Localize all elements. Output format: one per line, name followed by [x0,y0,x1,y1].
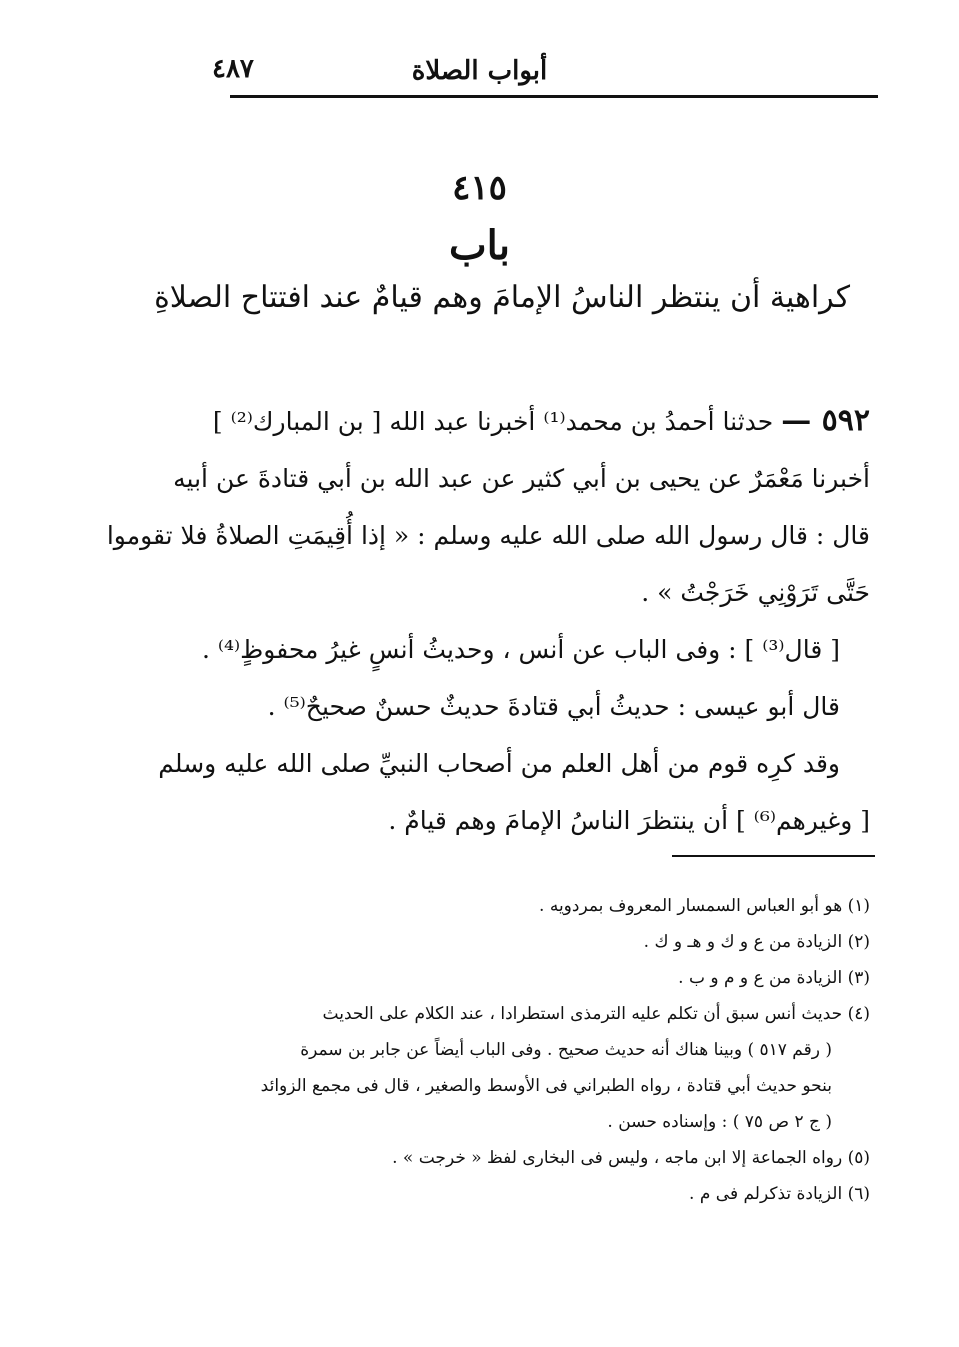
body-line: وقد كرِه قوم من أهل العلم من أصحاب النبيِّ صلى الله عليه وسلم [158,749,840,778]
footnote: (٥) رواه الجماعة إلا ابن ماجه ، وليس فى البخارى لفظ « خرجت » . [392,1148,870,1168]
footnote: (٤) حديث أنس سبق أن تكلم عليه الترمذى استطرادا ، عند الكلام على الحديث [322,1004,870,1024]
body-line: [ وغيرهم⁽⁶⁾ ] أن ينتظرَ الناسُ الإمامَ وهم قيامٌ . [388,806,870,835]
footnote: (٢) الزيادة من ع و ك و هـ و ك . [643,932,870,952]
chapter-number: ٤١٥ [452,168,507,208]
footnote: (٦) الزيادة تذكرلم فى م . [689,1184,870,1204]
chapter-label: باب [449,222,510,269]
footnote-continuation: ( رقم ٥١٧ ) وبينا هناك أنه حديث صحيح . وفى الباب أيضاً عن جابر بن سمرة [300,1040,832,1060]
footnote-rule [672,855,875,857]
body-line: حَتَّى تَرَوْنِي خَرَجْتُ » . [641,578,870,607]
body-line: قال : قال رسول الله صلى الله عليه وسلم : « إذا أُقِيمَتِ الصلاةُ فلا تقوموا [106,521,870,550]
header-rule [230,95,878,98]
footnote: (١) هو أبو العباس السمسار المعروف بمردويه . [539,896,870,916]
running-header: أبواب الصلاة [411,56,548,86]
hadith-number: ٥٩٢ — [781,403,870,438]
footnotes [220,888,870,1212]
footnote-continuation: ( ج ٢ ص ٧٥ ) : وإسناده حسن . [607,1112,832,1132]
hadith-body [106,392,870,849]
body-line: [ قال⁽³⁾ ] : وفى الباب عن أنس ، وحديثُ أنسٍ غيرُ محفوظٍ⁽⁴⁾ . [201,635,840,664]
page-number: ٤٨٧ [212,54,254,84]
body-line: أخبرنا مَعْمَرٌ عن يحيى بن أبي كثير عن عبد الله بن أبي قتادةَ عن أبيه [173,464,870,493]
footnote-continuation: بنحو حديث أبي قتادة ، رواه الطبراني فى الأوسط والصغير ، قال فى مجمع الزوائد [260,1076,832,1096]
footnote: (٣) الزيادة من ع و م و ب . [678,968,870,988]
body-line: ٥٩٢ — حدثنا أحمدُ بن محمد⁽¹⁾ أخبرنا عبد الله [ بن المبارك⁽²⁾ ] [212,403,870,438]
chapter-title: كراهية أن ينتظر الناسُ الإمامَ وهم قيامٌ عند افتتاح الصلاةِ [154,280,850,315]
body-line: قال أبو عيسى : حديثُ أبي قتادةَ حديثٌ حسنٌ صحيحٌ⁽⁵⁾ . [267,692,840,721]
